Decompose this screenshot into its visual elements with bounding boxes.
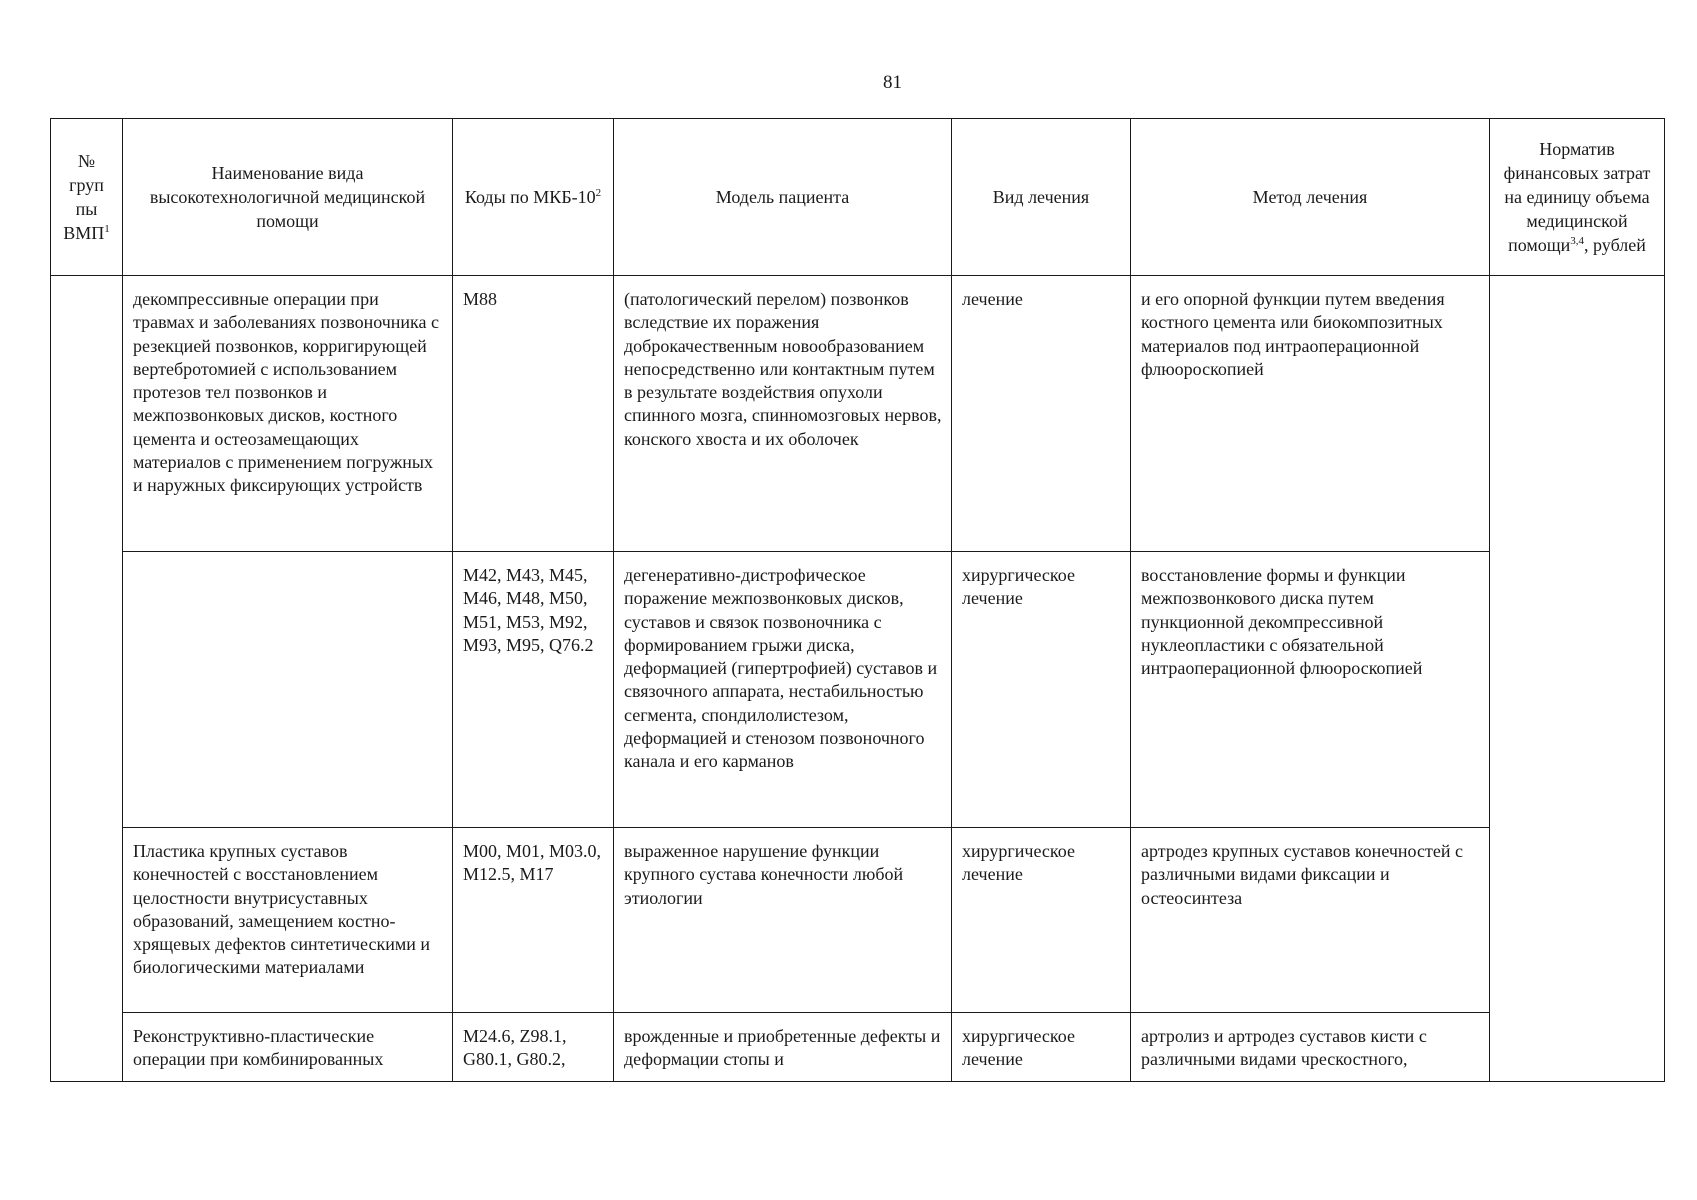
patient-model-cell: (патологический перелом) позвонков вследствие их поражения доброкачественным новообразованием непосредственно или контактным путем в результате воздействия опухоли спинного мозга, спинномозговых нервов, конского хвоста и их оболочек: [614, 276, 952, 552]
table-row: [51, 552, 1665, 828]
table-row: [51, 276, 1665, 552]
vmp-table: [50, 118, 1665, 1082]
treatment-type-cell: хирургическое лечение: [952, 828, 1131, 1013]
header-financial-norm: Норматив финансовых затрат на единицу объема медицинской помощи$^{3,4}$, рублей: [1490, 119, 1665, 276]
care-type-name-cell: декомпрессивные операции при травмах и заболеваниях позвоночника с резекцией позвонков, корригирующей вертебротомией с использованием протезов тел позвонков и межпозвонковых дисков, костного цемента и остеозамещающих материалов с применением погружных и наружных фиксирующих устройств: [123, 276, 453, 552]
header-treatment-method: Метод лечения: [1131, 119, 1490, 276]
page-number: 81: [883, 72, 902, 93]
header-patient-model: Модель пациента: [614, 119, 952, 276]
header-group-number: № груп пы ВМП$^1$: [51, 119, 123, 276]
treatment-type-cell: хирургическое лечение: [952, 1013, 1131, 1082]
treatment-type-cell: лечение: [952, 276, 1131, 552]
table-header-row: [51, 119, 1665, 276]
icd-codes-cell: M24.6, Z98.1, G80.1, G80.2,: [453, 1013, 614, 1082]
header-care-type-name: Наименование вида высокотехнологичной медицинской помощи: [123, 119, 453, 276]
icd-codes-cell: M00, M01, M03.0, M12.5, M17: [453, 828, 614, 1013]
patient-model-cell: врожденные и приобретенные дефекты и деформации стопы и: [614, 1013, 952, 1082]
header-icd-codes: Коды по МКБ-$10^2$: [453, 119, 614, 276]
care-type-name-cell: Реконструктивно-пластические операции при комбинированных: [123, 1013, 453, 1082]
financial-norm-cell: [1490, 276, 1665, 1082]
table-row: [51, 1013, 1665, 1082]
icd-codes-cell: M88: [453, 276, 614, 552]
treatment-method-cell: и его опорной функции путем введения костного цемента или биокомпозитных материалов под интраоперационной флюороскопией: [1131, 276, 1490, 552]
patient-model-cell: дегенеративно-дистрофическое поражение межпозвонковых дисков, суставов и связок позвоночника с формированием грыжи диска, деформацией (гипертрофией) суставов и связочного аппарата, нестабильностью сегмента, спондилолистезом, деформацией и стенозом позвоночного канала и его карманов: [614, 552, 952, 828]
treatment-method-cell: артродез крупных суставов конечностей с различными видами фиксации и остеосинтеза: [1131, 828, 1490, 1013]
treatment-type-cell: хирургическое лечение: [952, 552, 1131, 828]
care-type-name-cell: Пластика крупных суставов конечностей с восстановлением целостности внутрисуставных образований, замещением костно-хрящевых дефектов синтетическими и биологическими материалами: [123, 828, 453, 1013]
treatment-method-cell: восстановление формы и функции межпозвонкового диска путем пункционной декомпрессивной нуклеопластики с обязательной интраоперационной флюороскопией: [1131, 552, 1490, 828]
table-row: [51, 828, 1665, 1013]
treatment-method-cell: артролиз и артродез суставов кисти с различными видами чрескостного,: [1131, 1013, 1490, 1082]
icd-codes-cell: M42, M43, M45, M46, M48, M50, M51, M53, M92, M93, M95, Q76.2: [453, 552, 614, 828]
care-type-name-cell: [123, 552, 453, 828]
patient-model-cell: выраженное нарушение функции крупного сустава конечности любой этиологии: [614, 828, 952, 1013]
group-number-cell: [51, 276, 123, 1082]
header-treatment-type: Вид лечения: [952, 119, 1131, 276]
